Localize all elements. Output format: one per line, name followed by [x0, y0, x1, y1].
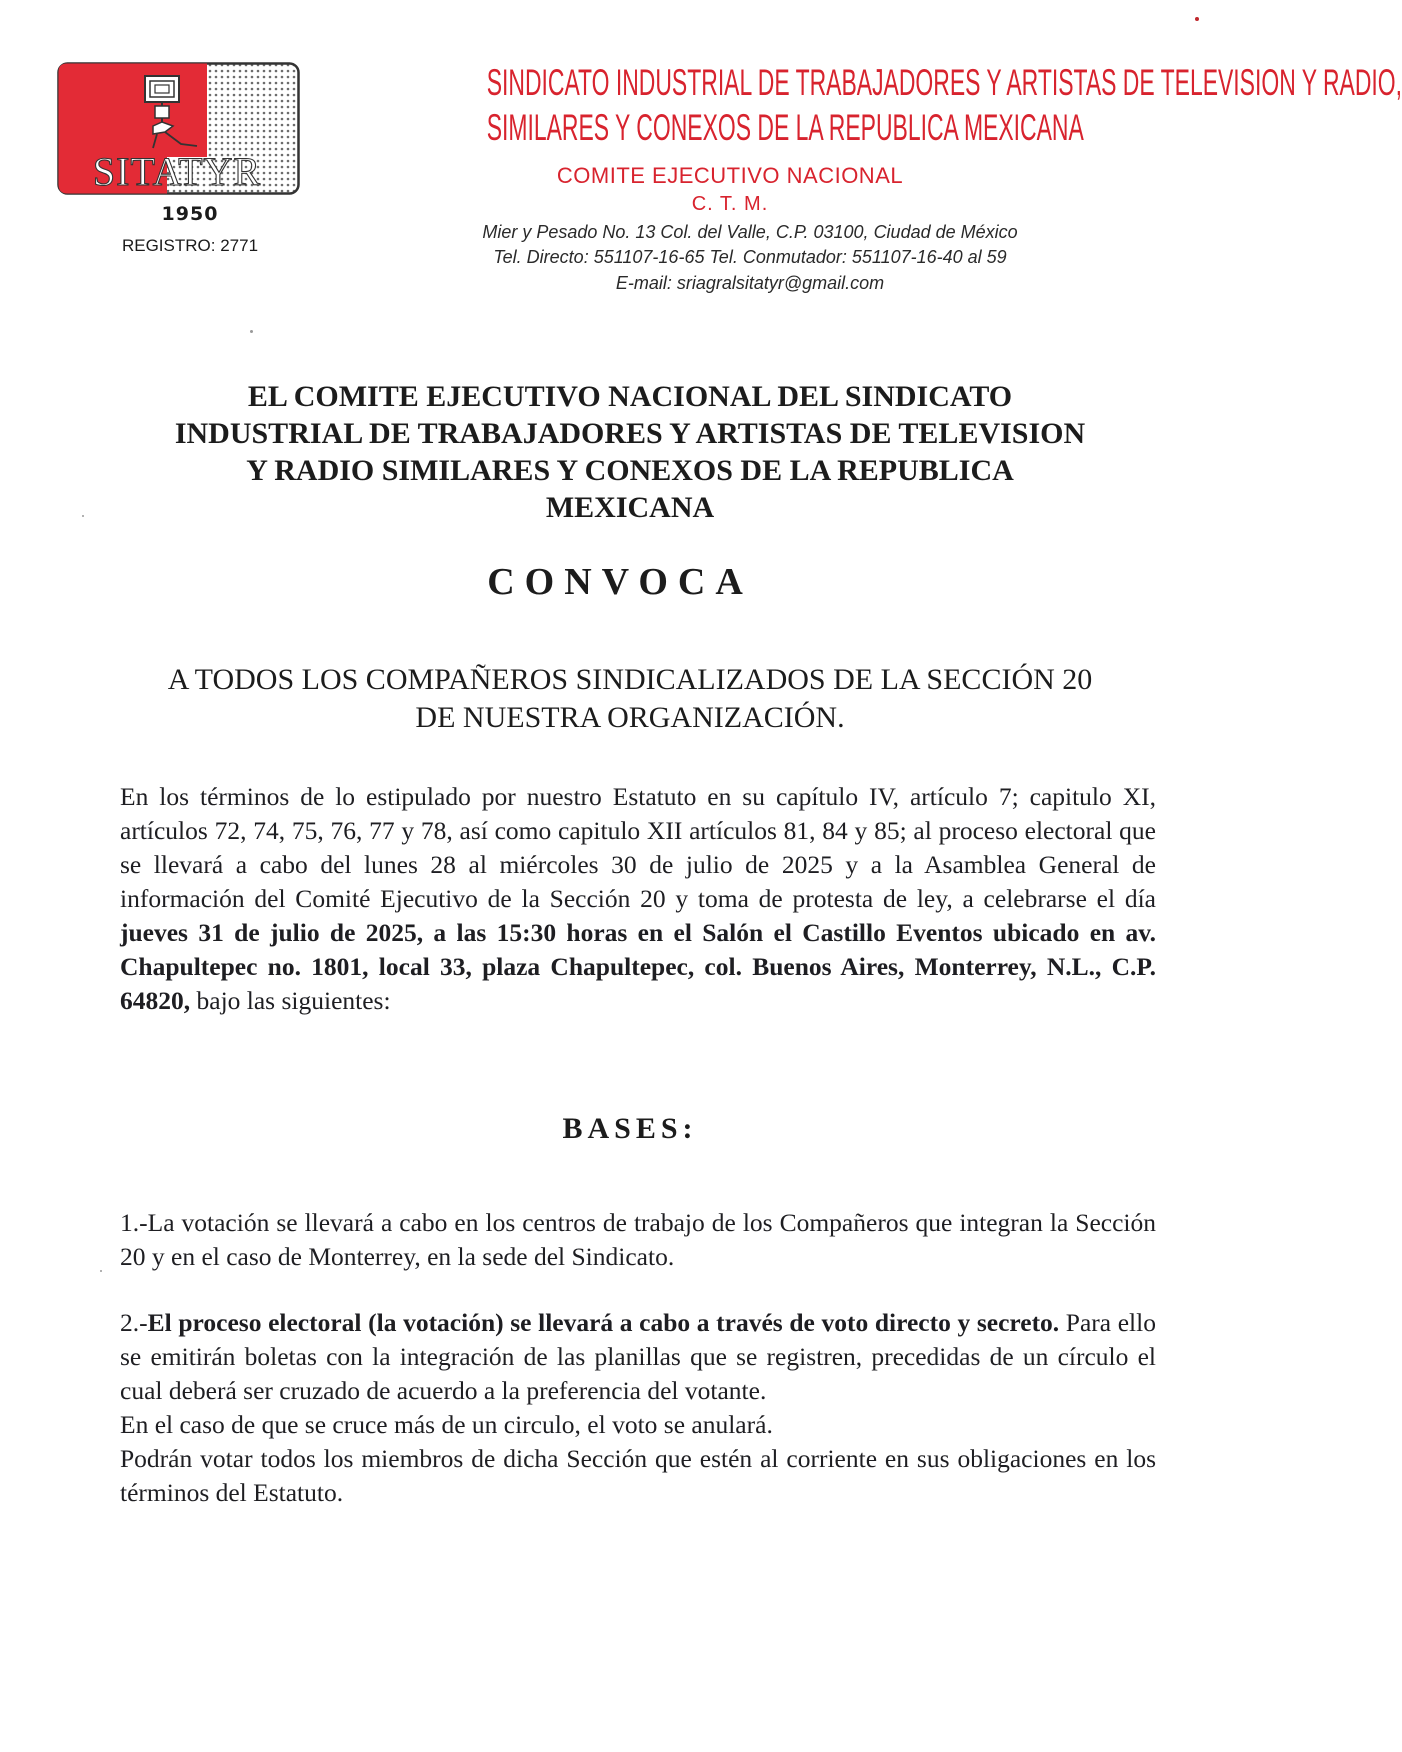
scan-speck — [100, 1270, 102, 1272]
phone-numbers: Tel. Directo: 551107-16-65 Tel. Conmutador: 551107-16-40 al 59 — [493, 247, 1007, 267]
document-heading — [110, 378, 1150, 526]
scan-speck — [250, 330, 253, 333]
heading-line: Y RADIO SIMILARES Y CONEXOS DE LA REPUBLICA — [246, 454, 1014, 487]
intro-text: En los términos de lo estipulado por nuestro Estatuto en su capítulo IV, artículo 7; capitulo XI, artículos 72, 74, 75, 76, 77 y 78, así como capitulo XII artículos 81, 84 y 85; al proceso electoral que se llevará a cabo del lunes 28 al miércoles 30 de julio de 2025 y a la Asamblea General de información del Comité Ejecutivo de la Sección 20 y toma de protesta de ley, a celebrarse el día — [120, 782, 1156, 913]
committee-title: COMITE EJECUTIVO NACIONAL — [556, 163, 904, 188]
heading-line: MEXICANA — [545, 491, 715, 524]
base-2 — [120, 1306, 1156, 1510]
base-1: 1.-La votación se llevará a cabo en los centros de trabajo de los Compañeros que integran la Sección 20 y en el caso de Monterrey, en la sede del Sindicato. — [120, 1208, 1156, 1271]
base-2-eligibility: Podrán votar todos los miembros de dicha Sección que estén al corriente en sus obligaciones en los términos del Estatuto. — [120, 1444, 1156, 1507]
logo-text: SITATYR — [92, 149, 262, 194]
union-name-line: SIMILARES Y CONEXOS DE LA REPUBLICA MEXICANA — [486, 107, 1084, 148]
convoca-title: CONVOCA — [487, 561, 753, 603]
union-name — [486, 60, 1402, 150]
ctm-label: C. T. M. — [691, 193, 769, 215]
union-name-line: SINDICATO INDUSTRIAL DE TRABAJADORES Y ARTISTAS DE TELEVISION Y RADIO, — [486, 62, 1402, 103]
founding-year: 1950 — [161, 203, 219, 225]
intro-paragraph — [120, 780, 1156, 1018]
base-2-bold: El proceso electoral (la votación) se llevará a cabo a través de voto directo y secreto. — [147, 1308, 1060, 1337]
logo-graphic — [57, 62, 300, 195]
scan-speck — [82, 515, 84, 517]
addressee — [110, 661, 1150, 737]
sitatyr-logo — [57, 62, 300, 195]
base-2-text: Para ello se emitirán boletas con la integración de las planillas que se registren, precedidas de un círculo el cual deberá ser cruzado de acuerdo a la preferencia del votante. — [120, 1308, 1156, 1405]
registration-number: REGISTRO: 2771 — [121, 236, 259, 255]
base-2-main — [120, 1306, 1156, 1408]
addressee-line: A TODOS LOS COMPAÑEROS SINDICALIZADOS DE LA SECCIÓN 20 — [167, 663, 1093, 696]
heading-line: INDUSTRIAL DE TRABAJADORES Y ARTISTAS DE TELEVISION — [174, 417, 1086, 450]
base-2-annul-rule: En el caso de que se cruce más de un circulo, el voto se anulará. — [120, 1410, 773, 1439]
event-details: jueves 31 de julio de 2025, a las 15:30 horas en el Salón el Castillo Eventos ubicado en av. Chapultepec no. 1801, local 33, plaza Chapultepec, col. Buenos Aires, Monterrey, N.L., C.P. 64820, — [120, 918, 1156, 1015]
heading-line: EL COMITE EJECUTIVO NACIONAL DEL SINDICATO — [247, 380, 1013, 413]
bases-heading: BASES: — [562, 1112, 698, 1145]
scan-mark — [1195, 17, 1199, 21]
addressee-line: DE NUESTRA ORGANIZACIÓN. — [415, 701, 845, 734]
email: E-mail: sriagralsitatyr@gmail.com — [615, 273, 885, 293]
address: Mier y Pesado No. 13 Col. del Valle, C.P. 03100, Ciudad de México — [482, 222, 1018, 242]
base-2-number: 2.- — [120, 1308, 148, 1337]
intro-tail: bajo las siguientes: — [190, 986, 391, 1015]
